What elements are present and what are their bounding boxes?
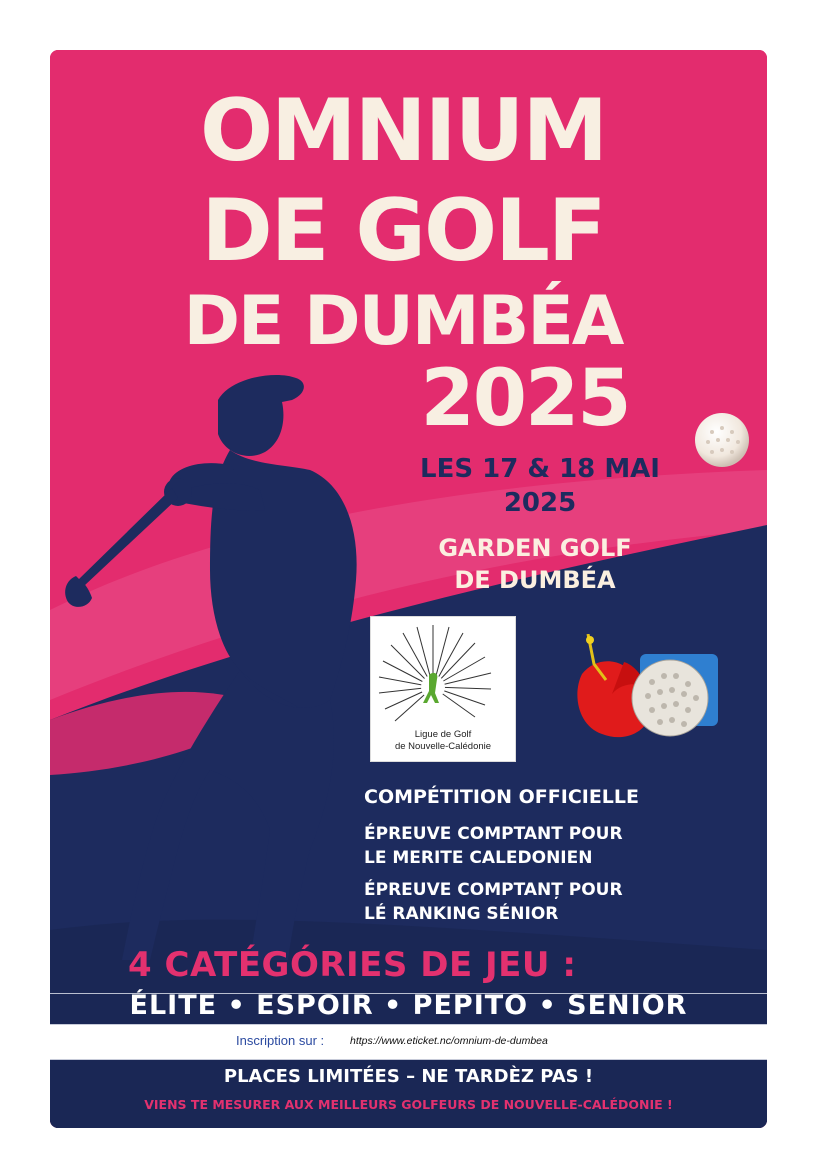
title-line-3: DE DUMBÉA	[183, 282, 623, 361]
league-name-line-1: Ligue de Golf	[414, 729, 472, 740]
league-logo	[370, 616, 516, 762]
venue-line-2: DE DUMBÉA	[454, 566, 616, 594]
event-year: 2025	[503, 488, 577, 518]
venue-line-1: GARDEN GOLF	[438, 534, 632, 562]
competition-item-merite: ÉPREUVE COMPTANT POUR LE MERITE CALEDONIEN	[364, 824, 623, 868]
hibiscus-golf-ball-logo-icon	[572, 634, 722, 744]
league-logo-icon	[371, 617, 515, 727]
categories-list: ÉLITE • ESPOIR • PEPITO • SENIOR	[129, 990, 688, 1021]
competition-item-ranking: ÉPREUVE COMPTANȚ POUR LÉ RANKING SÉNIOR	[364, 880, 623, 924]
golfer-silhouette-icon	[60, 370, 380, 960]
inscription-bar	[50, 1024, 767, 1060]
title-line-1: OMNIUM	[199, 81, 607, 181]
golf-ball-icon	[694, 412, 750, 468]
competition-title: COMPÉTITION OFFICIELLE	[364, 786, 639, 808]
league-name-line-2: de Nouvelle-Calédonie	[394, 741, 492, 752]
inscription-link[interactable]: https://www.eticket.nc/omnium-de-dumbea	[350, 1035, 548, 1047]
poster	[50, 50, 767, 1128]
title-year: 2025	[420, 354, 630, 444]
categories-title: 4 CATÉGÓRIES DE JEU :	[128, 945, 577, 985]
places-limitees: PLACES LIMITÉES – NE TARDÈZ PAS !	[223, 1066, 594, 1087]
footer-tagline: VIENS TE MESURER AUX MEILLEURS GOLFEURS DE NOUVELLE-CALÉDONIE !	[144, 1097, 673, 1112]
title-line-2: DE GOLF	[201, 181, 605, 281]
inscription-label: Inscription sur :	[236, 1033, 325, 1048]
event-dates: LES 17 & 18 MAI	[420, 454, 660, 484]
